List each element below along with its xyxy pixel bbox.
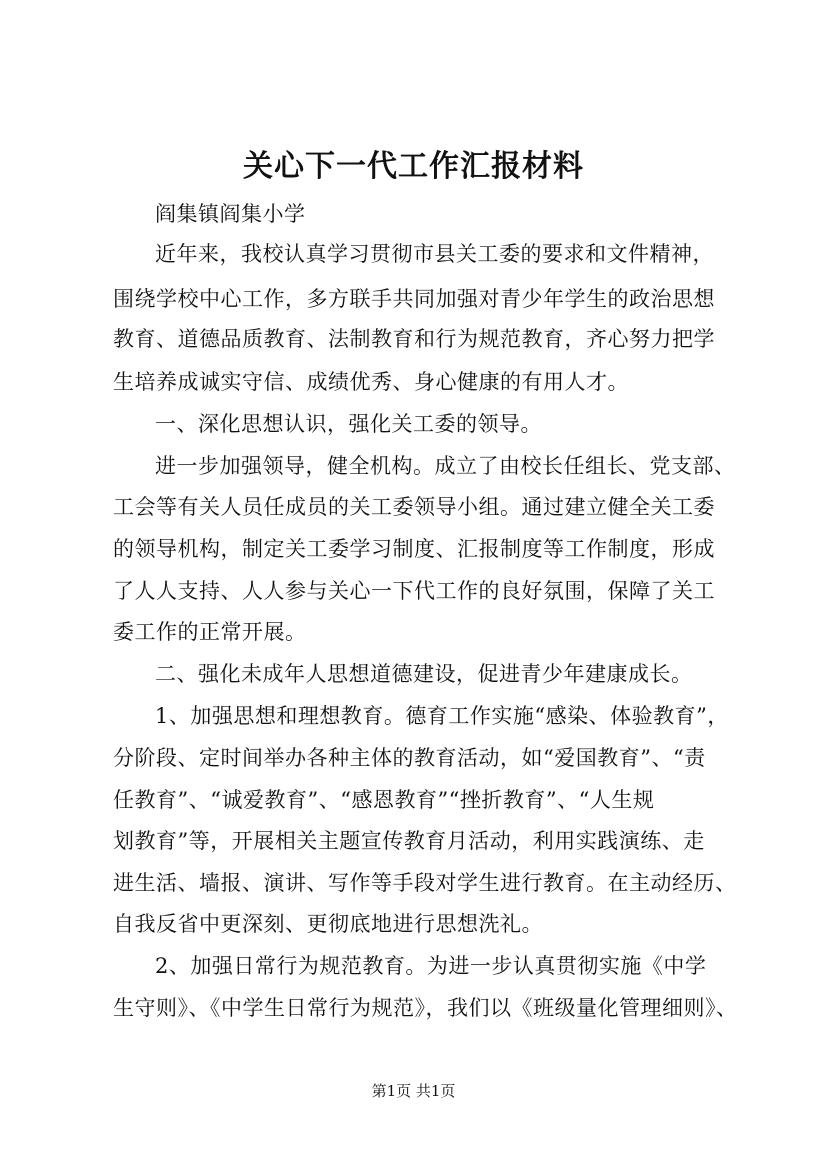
paragraph-line: 委工作的正常开展。: [113, 620, 307, 644]
paragraph-line: 进一步加强领导，健全机构。成立了由校长任组长、党支部、: [155, 454, 736, 478]
page-number-footer: 第1页 共1页: [371, 1082, 456, 1100]
paragraph-line: 划教育”等，开展相关主题宣传教育月活动，利用实践演练、走: [113, 829, 705, 853]
paragraph-line: 任教育”、“诚爱教育”、“感恩教育”“挫折教育”、“人生规: [113, 788, 655, 812]
paragraph-line: 分阶段、定时间举办各种主体的教育活动，如“爱国教育”、“责: [113, 746, 706, 770]
paragraph-line: 围绕学校中心工作，多方联手共同加强对青少年学生的政治思想: [113, 287, 715, 311]
paragraph-line: 教育、道德品质教育、法制教育和行为规范教育，齐心努力把学: [113, 327, 715, 351]
paragraph-line: 2、加强日常行为规范教育。为进一步认真贯彻实施《中学: [155, 954, 707, 978]
paragraph-line: 生培养成诚实守信、成绩优秀、身心健康的有用人才。: [113, 370, 629, 394]
paragraph-line: 近年来，我校认真学习贯彻市县关工委的要求和文件精神，: [155, 242, 714, 266]
paragraph-line: 进生活、墙报、演讲、写作等手段对学生进行教育。在主动经历、: [113, 871, 737, 895]
paragraph-line-author: 阎集镇阎集小学: [155, 202, 306, 226]
section-heading: 一、深化思想认识，强化关工委的领导。: [155, 412, 542, 436]
document-title: 关心下一代工作汇报材料: [243, 149, 584, 184]
paragraph-line: 的领导机构，制定关工委学习制度、汇报制度等工作制度，形成: [113, 537, 715, 561]
paragraph-line: 生守则》、《中学生日常行为规范》，我们以《班级量化管理细则》、: [113, 996, 738, 1020]
paragraph-line: 1、加强思想和理想教育。德育工作实施“感染、体验教育”，: [155, 704, 729, 728]
paragraph-line: 了人人支持、人人参与关心一下代工作的良好氛围，保障了关工: [113, 579, 715, 603]
paragraph-line: 工会等有关人员任成员的关工委领导小组。通过建立健全关工委: [113, 495, 715, 519]
section-heading: 二、强化未成年人思想道德建设，促进青少年建康成长。: [155, 662, 693, 686]
paragraph-line: 自我反省中更深刻、更彻底地进行思想洗礼。: [113, 912, 543, 936]
